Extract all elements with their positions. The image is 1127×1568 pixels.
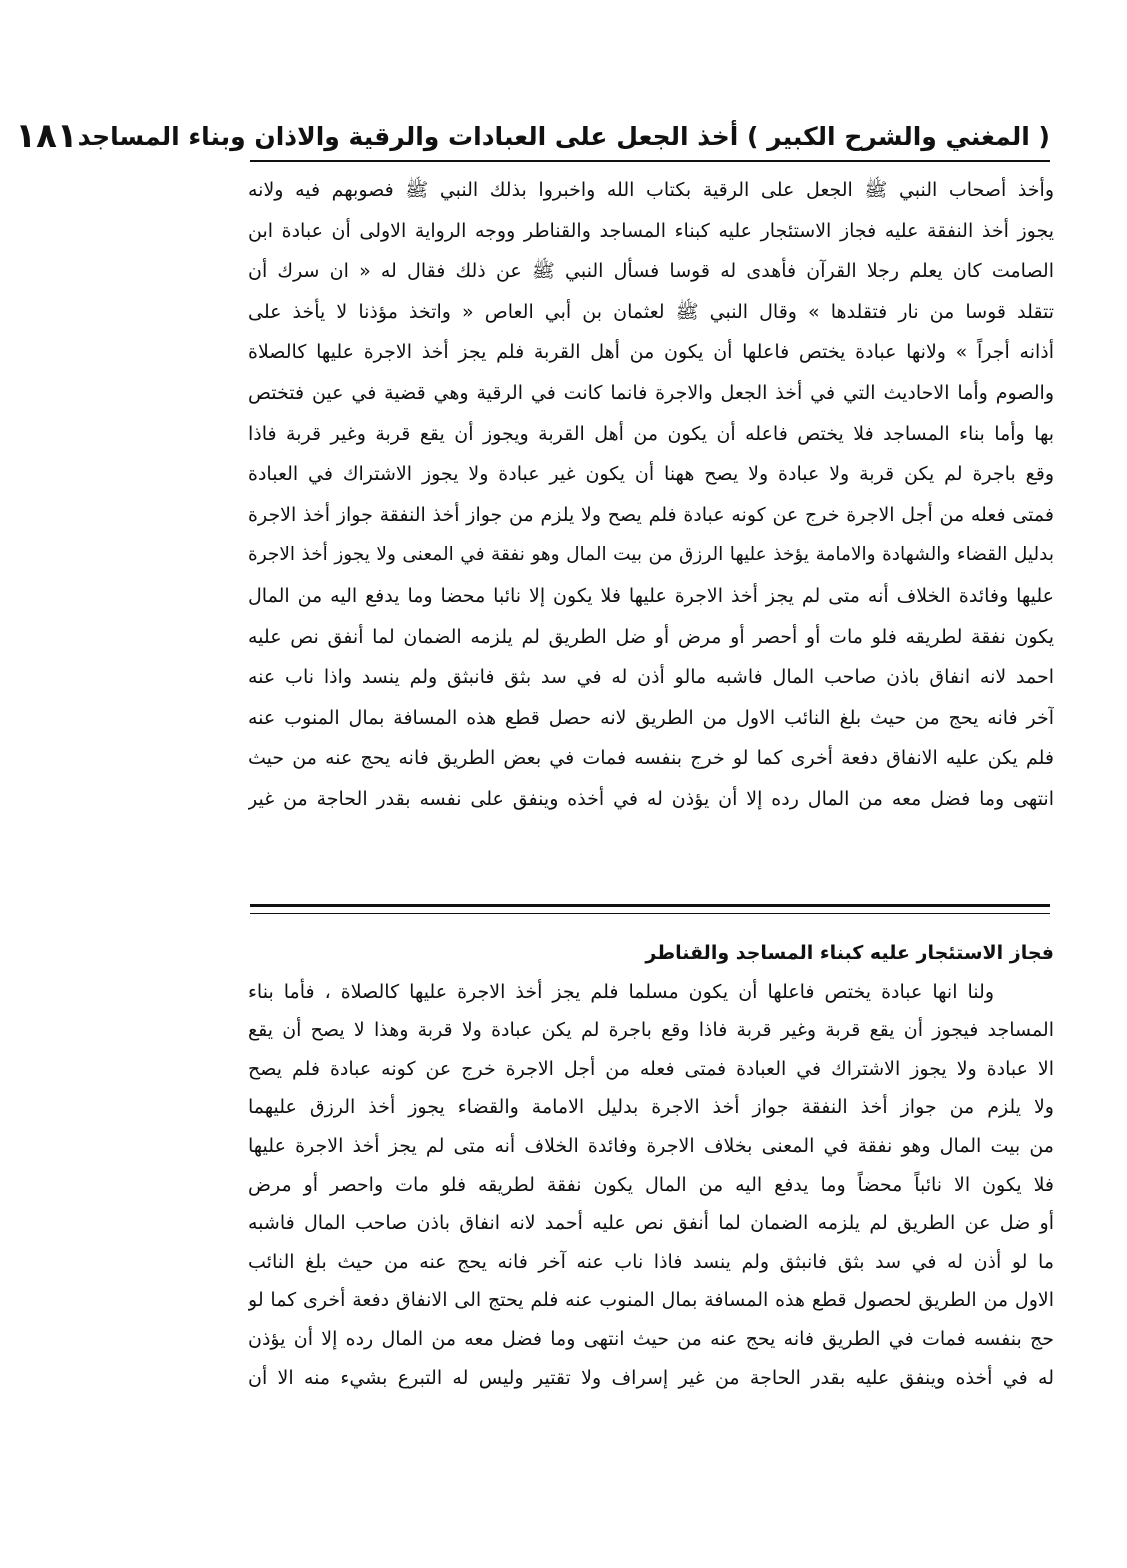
header-rule — [250, 160, 1050, 162]
main-text-line: آخر فانه يحج من حيث بلغ النائب الاول من الطريق لانه حصل قطع هذه المسافة بمال المنوب عنه — [248, 706, 1054, 729]
main-text-line: فمتى فعله من أجل الاجرة خرج عن كونه عبادة فلم يصح ولا يلزم من جواز أخذ النفقة جواز أخذ الاجرة — [248, 503, 1054, 526]
commentary-line: ولا يلزم من جواز أخذ النفقة جواز أخذ الاجرة بدليل الامامة والقضاء يجوز أخذ الرزق عليهما — [248, 1096, 1054, 1119]
commentary-line: ما لو أذن له في سد بثق فانبثق ولم ينسد فاذا ناب عنه آخر فانه يحج عنه من حيث بلغ النائب — [248, 1250, 1054, 1273]
main-text-line: بدليل القضاء والشهادة والامامة يؤخذ عليها الرزق من بيت المال وهو نفقة في المعنى ولا يجوز أخذ الاجرة — [248, 544, 1054, 566]
main-text-line: يكون نفقة لطريقه فلو مات أو أحصر أو مرض أو ضل الطريق لم يلزمه الضمان لما أنفق نص عليه — [248, 625, 1054, 648]
commentary-heading: فجاز الاستئجار عليه كبناء المساجد والقناطر — [645, 942, 1054, 964]
main-text-line: يجوز أخذ النفقة عليه فجاز الاستئجار عليه كبناء المساجد والقناطر ووجه الرواية الاولى أن عبادة ابن — [248, 219, 1054, 242]
commentary-line: أو ضل عن الطريق لم يلزمه الضمان لما أنفق نص عليه أحمد لانه انفاق باذن صاحب المال فاشبه — [248, 1212, 1054, 1235]
running-title: ( المغني والشرح الكبير ) أخذ الجعل على العبادات والرقية والاذان وبناء المساجد — [77, 121, 1050, 151]
main-text-line: أذانه أجراً » ولانها عبادة يختص فاعلها أن يكون من أهل القربة فلم يجز أخذ الاجرة عليها كالصلاة — [248, 341, 1054, 364]
main-text-line: احمد لانه انفاق باذن صاحب المال فاشبه مالو أذن له في سد بثق فانبثق ولم ينسد واذا ناب عنه — [248, 666, 1054, 689]
main-text-block — [248, 170, 1054, 820]
commentary-line: له في أخذه وينفق عليه بقدر الحاجة من غير إسراف ولا تقتير وليس له التبرع بشيء منه الا أن — [248, 1366, 1054, 1389]
main-text-line: وأخذ أصحاب النبي ﷺ الجعل على الرقية بكتاب الله واخبروا بذلك النبي ﷺ فصوبهم فيه ولانه — [248, 179, 1054, 201]
commentary-line: حج بنفسه فمات في الطريق فانه يحج عنه من حيث انتهى وما فضل معه من المال رده إلا أن يؤذن — [248, 1327, 1054, 1350]
commentary-line: الاول من الطريق لحصول قطع هذه المسافة بمال المنوب عنه فلم يحتج الى الانفاق دفعة أخرى كما لو — [248, 1289, 1054, 1312]
section-divider — [250, 904, 1050, 914]
commentary-line: فلا يكون الا نائباً محضاً وما يدفع اليه من المال يكون نفقة لطريقه فلو مات واحصر أو مرض — [248, 1173, 1054, 1196]
main-text-line: عليها وفائدة الخلاف أنه متى لم يجز أخذ الاجرة عليها فلا يكون إلا نائبا محضا وما يدفع اليه من المال — [248, 584, 1054, 607]
commentary-block — [248, 934, 1054, 1397]
main-text-line: والصوم وأما الاحاديث التي في أخذ الجعل والاجرة فانما كانت في الرقية وهي قضية في عين فتختص — [248, 381, 1054, 404]
page-number: ١٨١ — [15, 116, 78, 156]
commentary-line: الا عبادة ولا يجوز الاشتراك في العبادة فمتى فعله من أجل الاجرة خرج عن كونه عبادة فلم يصح — [248, 1057, 1054, 1080]
main-text-line: وقع باجرة لم يكن قربة ولا عبادة ولا يصح ههنا أن يكون غير عبادة ولا يجوز الاشتراك في العبادة — [248, 463, 1054, 486]
main-text-line: تتقلد قوسا من نار فتقلدها » وقال النبي ﷺ لعثمان بن أبي العاص « واتخذ مؤذنا لا يأخذ على — [248, 300, 1054, 323]
main-text-line: انتهى وما فضل معه من المال رده إلا أن يؤذن له في أخذه وينفق على نفسه بقدر الحاجة من غير — [248, 787, 1054, 810]
main-text-line: فلم يكن عليه الانفاق دفعة أخرى كما لو خرج بنفسه فمات في بعض الطريق فانه يحج عنه من حيث — [248, 747, 1054, 770]
commentary-line: من بيت المال وهو نفقة في المعنى بخلاف الاجرة وفائدة الخلاف أنه متى لم يجز أخذ الاجرة عليها — [248, 1134, 1054, 1157]
commentary-line: ولنا انها عبادة يختص فاعلها أن يكون مسلما فلم يجز أخذ الاجرة عليها كالصلاة ، فأما بناء — [248, 980, 994, 1003]
commentary-line: المساجد فيجوز أن يقع قربة وغير قربة فاذا وقع باجرة لم يكن عبادة ولا قربة وهذا لا يصح أن يقع — [248, 1019, 1054, 1042]
main-text-line: الصامت كان يعلم رجلا القرآن فأهدى له قوسا فسأل النبي ﷺ عن ذلك فقال له « ان سرك أن — [248, 260, 1054, 283]
running-header — [15, 112, 1050, 160]
main-text-line: بها وأما بناء المساجد فلا يختص فاعله أن يكون من أهل القربة ويجوز أن يقع قربة وغير قربة فاذا — [248, 422, 1054, 445]
